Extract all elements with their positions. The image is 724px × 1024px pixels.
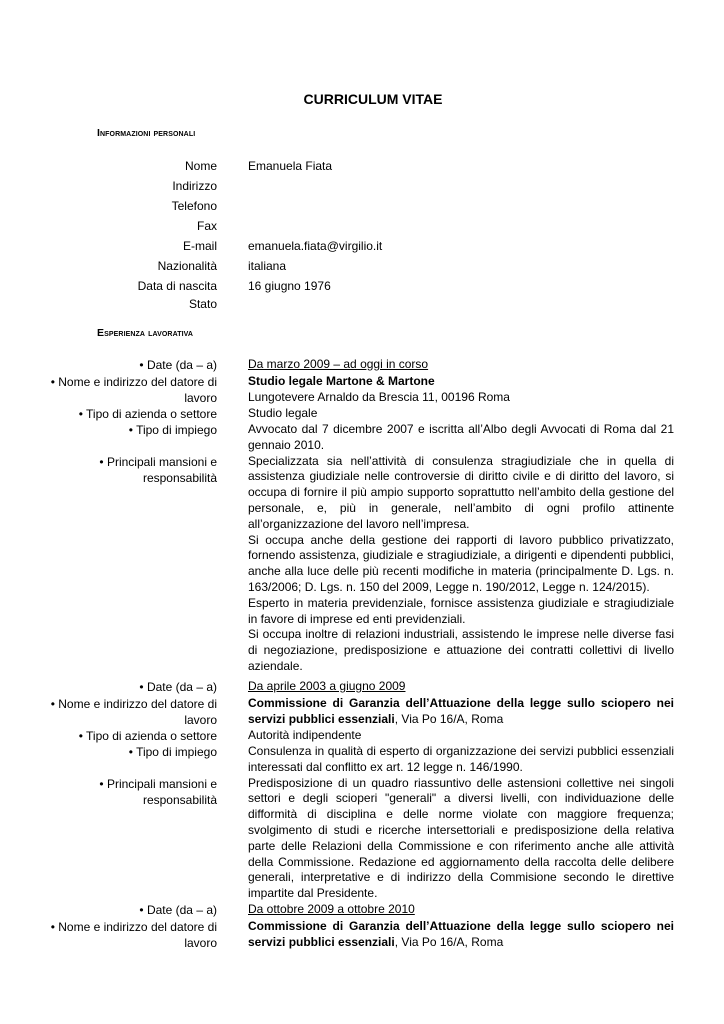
job-date-row: [0, 357, 724, 374]
field-row-birthdate: [0, 276, 724, 296]
document-title: CURRICULUM VITAE: [303, 91, 443, 107]
duty-paragraph: Specializzata sia nell’attività di consulenza stragiudiziale che in quella di assistenza giudiziale nelle controversie di diritto civile e di diritto del lavoro, si occupa di fornire il più ampio supporto soprattutto nell’ambito della gestione del personale, e, più in generale, nell’ambito di ogni profilo attinente all’organizzazione del lavoro nell’impresa.: [248, 453, 674, 531]
job-employer: [248, 374, 674, 406]
field-label: Nome: [184, 159, 217, 173]
job-date-label: • Date (da – a): [139, 903, 217, 917]
job-date-label: • Date (da – a): [139, 680, 217, 694]
job-employer-label: • Nome e indirizzo del datore di lavoro: [50, 920, 217, 950]
field-row-name: [0, 156, 724, 176]
job-sector-label: • Tipo di azienda o settore: [78, 729, 217, 743]
job-employer-row: [0, 919, 724, 951]
field-row-address: [0, 176, 724, 196]
job-type-row: [0, 744, 724, 776]
job-duties-label: • Principali mansioni e responsabilità: [99, 776, 217, 807]
job-entry: [0, 357, 724, 675]
job-sector-label: • Tipo di azienda o settore: [78, 407, 217, 421]
job-type-label: • Tipo di impiego: [128, 423, 217, 437]
experience-heading: Esperienza lavorativa: [97, 327, 194, 339]
duty-paragraph: Si occupa anche della gestione dei rapporti di lavoro pubblico privatizzato, fornendo assistenza, giudiziale e stragiudiziale, a dirigenti e dipendenti pubblici, anche alla luce delle più recenti modifiche in materia (principalmente D. Lgs. n. 163/2006; D. Lgs. n. 150 del 2009, Legge n. 190/2012, Legge n. 124/2015).: [248, 532, 674, 594]
field-label: Fax: [196, 219, 217, 233]
employer-name: Commissione di Garanzia dell’Attuazione della legge sullo sciopero nei servizi pubblici essenziali: [248, 696, 674, 726]
job-sector-row: [0, 728, 724, 744]
job-duties: [248, 776, 674, 902]
job-duties-row: [0, 776, 724, 902]
field-row-status: [0, 296, 724, 312]
field-value: [248, 196, 674, 216]
personal-info-block: [0, 156, 724, 312]
job-duties-row: [0, 454, 724, 675]
job-employer-label: • Nome e indirizzo del datore di lavoro: [50, 697, 217, 727]
job-employer: [248, 696, 674, 728]
field-value: Emanuela Fiata: [248, 159, 333, 173]
job-type-label: • Tipo di impiego: [128, 745, 217, 759]
field-value: [248, 296, 674, 312]
duty-paragraph: Si occupa inoltre di relazioni industriali, assistendo le imprese nelle diverse fasi di negoziazione, predisposizione e attuazione dei contratti collettivi di livello aziendale.: [248, 627, 674, 673]
job-sector: Autorità indipendente: [248, 728, 362, 742]
field-label: E-mail: [182, 239, 217, 253]
duty-paragraph: Predisposizione di un quadro riassuntivo delle astensioni collettive nei singoli settori e degli scioperi "generali" a diversi livelli, con individuazione delle difformità di disciplina e delle norme violate con maggiore frequenza; svolgimento di studi e ricerche intersettoriali e predisposizione della relativa parte delle Relazioni della Commissione e con riferimento anche alle attività della Commissione. Redazione ed aggiornamento della raccolta delle delibere generali, interpretative e di indirizzo della Commisione secondo le direttive impartite dal Presidente.: [248, 775, 674, 901]
job-employer-label: • Nome e indirizzo del datore di lavoro: [50, 375, 217, 405]
job-date-row: [0, 679, 724, 696]
field-value: emanuela.fiata@virgilio.it: [248, 239, 383, 253]
job-date: Da marzo 2009 – ad oggi in corso: [248, 357, 429, 371]
field-label: Data di nascita: [137, 279, 217, 293]
field-value: [248, 176, 674, 196]
job-sector-row: [0, 406, 724, 422]
job-employer: [248, 919, 674, 951]
field-label: Indirizzo: [172, 179, 217, 193]
employer-address: Lungotevere Arnaldo da Brescia 11, 00196 Roma: [248, 389, 510, 404]
personal-info-heading: Informazioni personali: [97, 127, 196, 139]
field-label: Nazionalità: [157, 259, 217, 273]
employer-address: , Via Po 16/A, Roma: [394, 934, 504, 949]
job-date: Da ottobre 2009 a ottobre 2010: [248, 902, 415, 916]
employer-name: Commissione di Garanzia dell’Attuazione della legge sullo sciopero nei servizi pubblici essenziali: [248, 919, 674, 949]
job-date: Da aprile 2003 a giugno 2009: [248, 679, 406, 693]
field-label: Stato: [188, 297, 217, 311]
field-row-phone: [0, 196, 724, 216]
job-date-row: [0, 902, 724, 919]
job-date-label: • Date (da – a): [139, 358, 217, 372]
employer-name: Studio legale Martone & Martone: [248, 374, 435, 388]
job-sector: Studio legale: [248, 406, 318, 420]
field-label: Telefono: [171, 199, 217, 213]
field-row-nationality: [0, 256, 724, 276]
job-duties: [248, 454, 674, 675]
job-entry: [0, 902, 724, 951]
field-value: 16 giugno 1976: [248, 279, 331, 293]
duty-paragraph: Esperto in materia previdenziale, fornisce assistenza giudiziale e stragiudiziale in favore di imprese ed enti previdenziali.: [248, 595, 674, 626]
job-duties-label: • Principali mansioni e responsabilità: [99, 454, 217, 485]
job-employer-row: [0, 696, 724, 728]
field-value: italiana: [248, 259, 287, 273]
field-row-email: [0, 236, 724, 256]
job-type: Avvocato dal 7 dicembre 2007 e iscritta all’Albo degli Avvocati di Roma dal 21 gennaio 2010.: [248, 422, 674, 452]
job-employer-row: [0, 374, 724, 406]
job-type: Consulenza in qualità di esperto di organizzazione dei servizi pubblici essenziali interessati dal conflitto ex art. 12 legge n. 146/1990.: [248, 744, 674, 774]
field-value: [248, 216, 674, 236]
job-entry: [0, 679, 724, 902]
job-type-row: [0, 422, 724, 454]
employer-address: , Via Po 16/A, Roma: [394, 711, 504, 726]
field-row-fax: [0, 216, 724, 236]
